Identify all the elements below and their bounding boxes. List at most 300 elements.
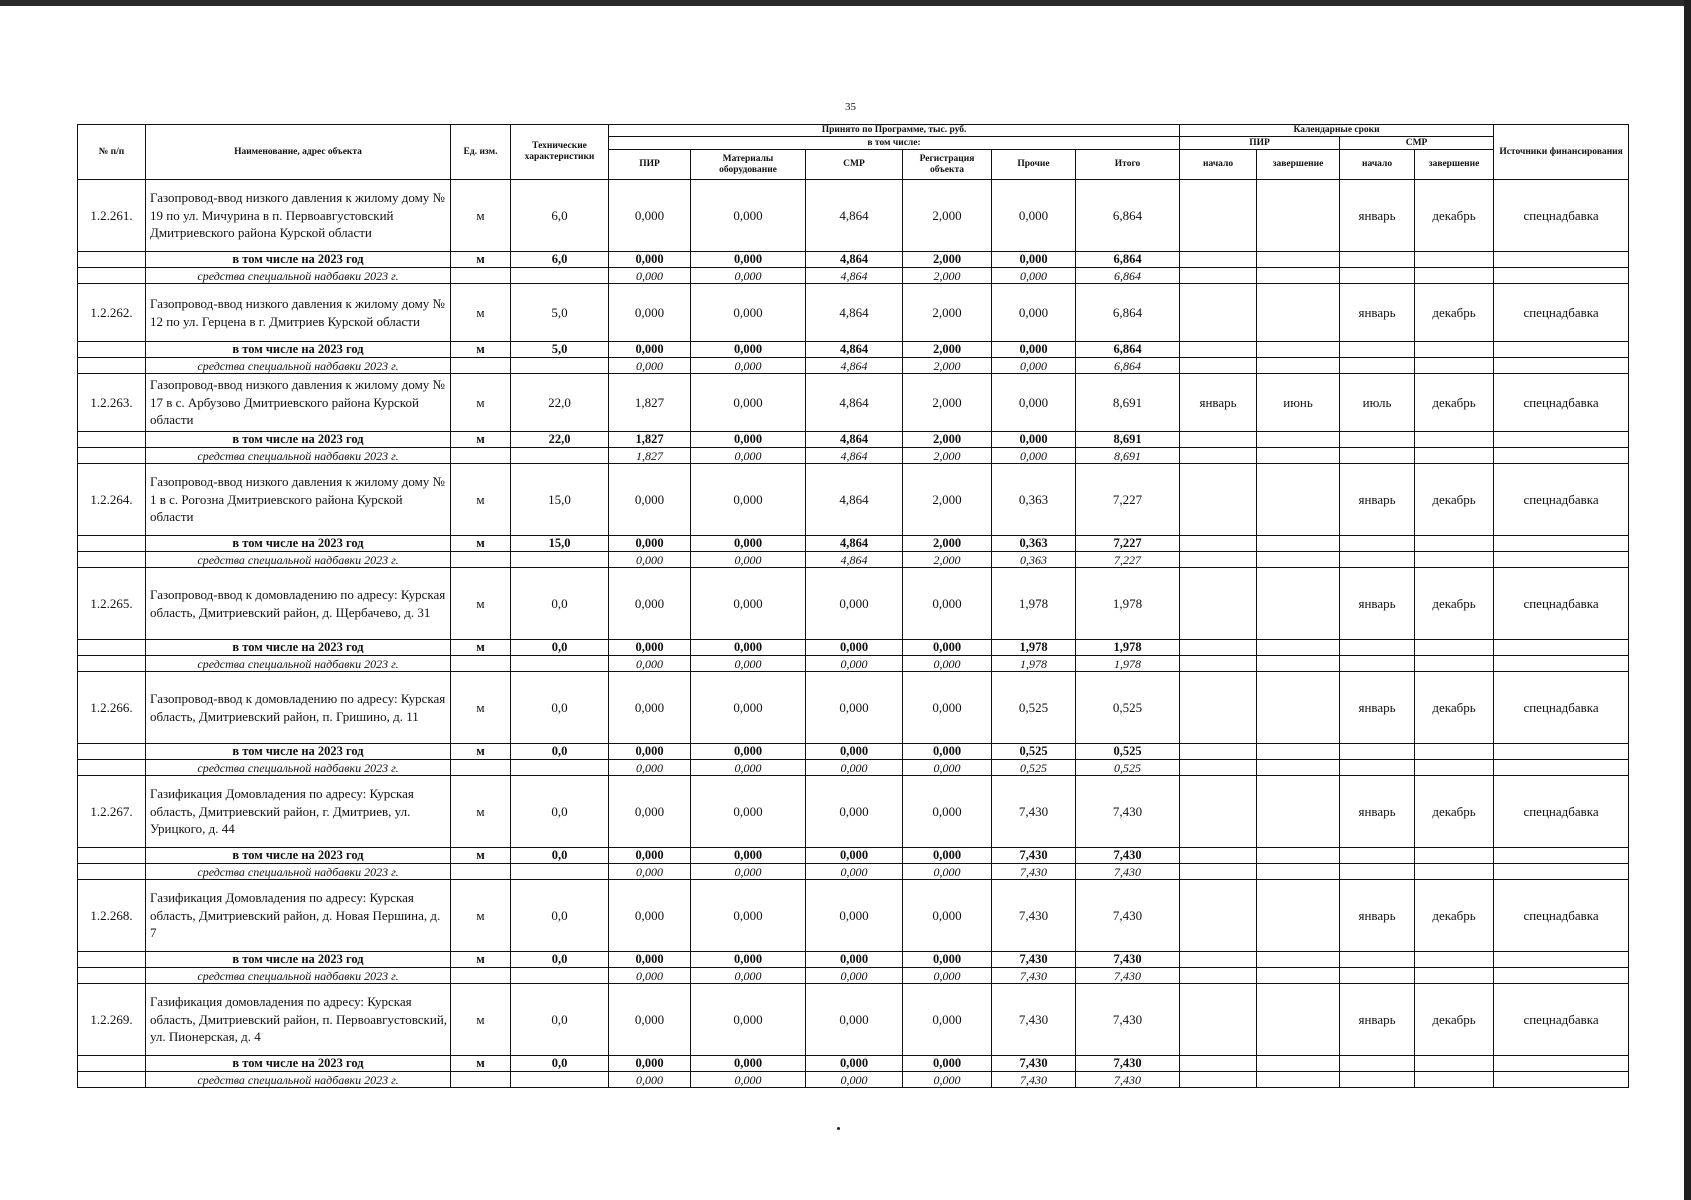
pir-cell: 0,000 bbox=[609, 180, 691, 252]
funding-source-cell: спецнадбавка bbox=[1494, 284, 1629, 342]
table-row bbox=[78, 984, 1629, 1056]
smr-end-cell: декабрь bbox=[1415, 776, 1494, 848]
other-cell: 1,978 bbox=[992, 656, 1076, 672]
other-cell: 0,363 bbox=[992, 552, 1076, 568]
empty-cell bbox=[1257, 1072, 1340, 1088]
row-number: 1.2.261. bbox=[78, 180, 146, 252]
funding-source-cell: спецнадбавка bbox=[1494, 374, 1629, 432]
tech-cell: 0,0 bbox=[511, 776, 609, 848]
materials-cell: 0,000 bbox=[691, 432, 806, 448]
funding-source-cell: спецнадбавка bbox=[1494, 776, 1629, 848]
tech-cell: 6,0 bbox=[511, 252, 609, 268]
funding-label: средства специальной надбавки 2023 г. bbox=[146, 358, 451, 374]
total-cell: 7,430 bbox=[1076, 776, 1180, 848]
materials-cell: 0,000 bbox=[691, 568, 806, 640]
other-cell: 7,430 bbox=[992, 952, 1076, 968]
registration-cell: 0,000 bbox=[903, 1056, 992, 1072]
pir-cell: 0,000 bbox=[609, 252, 691, 268]
empty-cell bbox=[1340, 448, 1415, 464]
registration-cell: 2,000 bbox=[903, 342, 992, 358]
empty-cell bbox=[451, 760, 511, 776]
tech-cell: 6,0 bbox=[511, 180, 609, 252]
materials-cell: 0,000 bbox=[691, 776, 806, 848]
pir-cell: 0,000 bbox=[609, 1072, 691, 1088]
smr-cell: 0,000 bbox=[806, 568, 903, 640]
empty-cell bbox=[1180, 864, 1257, 880]
smr-end-cell: декабрь bbox=[1415, 374, 1494, 432]
empty-cell bbox=[1257, 252, 1340, 268]
empty-cell bbox=[511, 552, 609, 568]
empty-cell bbox=[1415, 432, 1494, 448]
materials-cell: 0,000 bbox=[691, 284, 806, 342]
funding-source-cell: спецнадбавка bbox=[1494, 180, 1629, 252]
smr-cell: 0,000 bbox=[806, 1072, 903, 1088]
empty-cell bbox=[1257, 1056, 1340, 1072]
registration-cell: 2,000 bbox=[903, 536, 992, 552]
registration-cell: 0,000 bbox=[903, 968, 992, 984]
other-cell: 1,978 bbox=[992, 640, 1076, 656]
empty-cell bbox=[1180, 640, 1257, 656]
funding-source-cell: спецнадбавка bbox=[1494, 984, 1629, 1056]
table-row bbox=[78, 672, 1629, 744]
empty-cell bbox=[1340, 268, 1415, 284]
table-funding-row bbox=[78, 1072, 1629, 1088]
pir-start-cell: январь bbox=[1180, 374, 1257, 432]
empty-cell bbox=[1257, 848, 1340, 864]
materials-cell: 0,000 bbox=[691, 464, 806, 536]
smr-cell: 4,864 bbox=[806, 374, 903, 432]
empty-cell bbox=[451, 552, 511, 568]
empty-cell bbox=[1180, 1056, 1257, 1072]
empty-cell bbox=[1180, 656, 1257, 672]
empty-cell bbox=[1257, 968, 1340, 984]
total-cell: 7,430 bbox=[1076, 864, 1180, 880]
col-header-smr-start: начало bbox=[1340, 150, 1415, 180]
empty-cell bbox=[1494, 552, 1629, 568]
table-row bbox=[78, 568, 1629, 640]
empty-cell bbox=[451, 864, 511, 880]
other-cell: 0,525 bbox=[992, 760, 1076, 776]
empty-cell bbox=[1257, 536, 1340, 552]
tech-cell: 0,0 bbox=[511, 672, 609, 744]
materials-cell: 0,000 bbox=[691, 952, 806, 968]
table-row bbox=[78, 776, 1629, 848]
pir-start-cell bbox=[1180, 284, 1257, 342]
funding-source-cell: спецнадбавка bbox=[1494, 880, 1629, 952]
pir-cell: 0,000 bbox=[609, 464, 691, 536]
funding-source-cell: спецнадбавка bbox=[1494, 568, 1629, 640]
pir-end-cell bbox=[1257, 180, 1340, 252]
object-name: Газопровод-ввод низкого давления к жилому дому № 1 в с. Рогозна Дмитриевского района Курской области bbox=[146, 464, 451, 536]
table-subtotal-row bbox=[78, 848, 1629, 864]
pir-start-cell bbox=[1180, 672, 1257, 744]
empty-cell bbox=[1415, 268, 1494, 284]
empty-cell bbox=[511, 760, 609, 776]
object-name: Газопровод-ввод низкого давления к жилому дому № 17 в с. Арбузово Дмитриевского района Курской области bbox=[146, 374, 451, 432]
empty-cell bbox=[78, 448, 146, 464]
other-cell: 7,430 bbox=[992, 776, 1076, 848]
total-cell: 0,525 bbox=[1076, 760, 1180, 776]
empty-cell bbox=[1494, 1072, 1629, 1088]
empty-cell bbox=[1180, 268, 1257, 284]
materials-cell: 0,000 bbox=[691, 656, 806, 672]
table-subtotal-row bbox=[78, 536, 1629, 552]
table-subtotal-row bbox=[78, 640, 1629, 656]
other-cell: 7,430 bbox=[992, 968, 1076, 984]
total-cell: 0,525 bbox=[1076, 672, 1180, 744]
empty-cell bbox=[1257, 656, 1340, 672]
other-cell: 0,000 bbox=[992, 268, 1076, 284]
empty-cell bbox=[1415, 744, 1494, 760]
pir-start-cell bbox=[1180, 984, 1257, 1056]
empty-cell bbox=[1494, 864, 1629, 880]
empty-cell bbox=[78, 432, 146, 448]
pir-cell: 0,000 bbox=[609, 640, 691, 656]
smr-start-cell: январь bbox=[1340, 984, 1415, 1056]
materials-cell: 0,000 bbox=[691, 1072, 806, 1088]
smr-cell: 0,000 bbox=[806, 776, 903, 848]
scan-top-edge bbox=[0, 0, 1691, 6]
tech-cell: 0,0 bbox=[511, 568, 609, 640]
empty-cell bbox=[1340, 252, 1415, 268]
pir-end-cell bbox=[1257, 880, 1340, 952]
table-row bbox=[78, 284, 1629, 342]
pir-cell: 0,000 bbox=[609, 848, 691, 864]
smr-cell: 4,864 bbox=[806, 552, 903, 568]
unit-cell: м bbox=[451, 952, 511, 968]
col-header-registration: Регистрация объекта bbox=[903, 150, 992, 180]
table-row bbox=[78, 464, 1629, 536]
smr-cell: 0,000 bbox=[806, 880, 903, 952]
empty-cell bbox=[1415, 864, 1494, 880]
empty-cell bbox=[1257, 432, 1340, 448]
registration-cell: 0,000 bbox=[903, 672, 992, 744]
empty-cell bbox=[78, 864, 146, 880]
unit-cell: м bbox=[451, 776, 511, 848]
smr-end-cell: декабрь bbox=[1415, 672, 1494, 744]
scan-dot bbox=[837, 1127, 840, 1130]
empty-cell bbox=[1494, 744, 1629, 760]
unit-cell: м bbox=[451, 848, 511, 864]
empty-cell bbox=[1340, 552, 1415, 568]
registration-cell: 0,000 bbox=[903, 744, 992, 760]
empty-cell bbox=[1494, 536, 1629, 552]
smr-end-cell: декабрь bbox=[1415, 284, 1494, 342]
materials-cell: 0,000 bbox=[691, 760, 806, 776]
other-cell: 7,430 bbox=[992, 1072, 1076, 1088]
row-number: 1.2.265. bbox=[78, 568, 146, 640]
unit-cell: м bbox=[451, 432, 511, 448]
pir-cell: 0,000 bbox=[609, 968, 691, 984]
total-cell: 7,430 bbox=[1076, 952, 1180, 968]
registration-cell: 2,000 bbox=[903, 284, 992, 342]
empty-cell bbox=[1340, 1056, 1415, 1072]
empty-cell bbox=[1180, 968, 1257, 984]
unit-cell: м bbox=[451, 464, 511, 536]
smr-cell: 4,864 bbox=[806, 432, 903, 448]
funding-label: средства специальной надбавки 2023 г. bbox=[146, 656, 451, 672]
registration-cell: 2,000 bbox=[903, 268, 992, 284]
row-number: 1.2.266. bbox=[78, 672, 146, 744]
other-cell: 0,000 bbox=[992, 342, 1076, 358]
smr-cell: 0,000 bbox=[806, 760, 903, 776]
col-header-total: Итого bbox=[1076, 150, 1180, 180]
empty-cell bbox=[1415, 760, 1494, 776]
total-cell: 7,227 bbox=[1076, 464, 1180, 536]
pir-end-cell bbox=[1257, 672, 1340, 744]
empty-cell bbox=[1180, 848, 1257, 864]
other-cell: 7,430 bbox=[992, 848, 1076, 864]
empty-cell bbox=[78, 656, 146, 672]
materials-cell: 0,000 bbox=[691, 744, 806, 760]
table-funding-row bbox=[78, 552, 1629, 568]
materials-cell: 0,000 bbox=[691, 1056, 806, 1072]
other-cell: 7,430 bbox=[992, 984, 1076, 1056]
col-header-tech: Технические характеристики bbox=[511, 125, 609, 180]
row-number: 1.2.269. bbox=[78, 984, 146, 1056]
table-subtotal-row bbox=[78, 432, 1629, 448]
empty-cell bbox=[1340, 342, 1415, 358]
empty-cell bbox=[1415, 968, 1494, 984]
empty-cell bbox=[451, 448, 511, 464]
total-cell: 7,430 bbox=[1076, 1072, 1180, 1088]
table-body bbox=[78, 180, 1629, 1088]
empty-cell bbox=[1180, 1072, 1257, 1088]
empty-cell bbox=[1257, 552, 1340, 568]
pir-start-cell bbox=[1180, 568, 1257, 640]
tech-cell: 0,0 bbox=[511, 744, 609, 760]
smr-end-cell: декабрь bbox=[1415, 180, 1494, 252]
smr-start-cell: январь bbox=[1340, 464, 1415, 536]
materials-cell: 0,000 bbox=[691, 984, 806, 1056]
other-cell: 0,363 bbox=[992, 464, 1076, 536]
total-cell: 7,227 bbox=[1076, 552, 1180, 568]
empty-cell bbox=[511, 968, 609, 984]
empty-cell bbox=[1415, 552, 1494, 568]
empty-cell bbox=[511, 864, 609, 880]
empty-cell bbox=[1180, 252, 1257, 268]
table-funding-row bbox=[78, 760, 1629, 776]
registration-cell: 0,000 bbox=[903, 568, 992, 640]
col-header-unit: Ед. изм. bbox=[451, 125, 511, 180]
empty-cell bbox=[1340, 848, 1415, 864]
registration-cell: 2,000 bbox=[903, 180, 992, 252]
tech-cell: 22,0 bbox=[511, 374, 609, 432]
registration-cell: 0,000 bbox=[903, 848, 992, 864]
tech-cell: 0,0 bbox=[511, 1056, 609, 1072]
empty-cell bbox=[78, 252, 146, 268]
empty-cell bbox=[1257, 640, 1340, 656]
registration-cell: 2,000 bbox=[903, 464, 992, 536]
other-cell: 0,525 bbox=[992, 744, 1076, 760]
unit-cell: м bbox=[451, 568, 511, 640]
empty-cell bbox=[1180, 760, 1257, 776]
subtotal-label: в том числе на 2023 год bbox=[146, 252, 451, 268]
pir-start-cell bbox=[1180, 180, 1257, 252]
table-funding-row bbox=[78, 268, 1629, 284]
table-subtotal-row bbox=[78, 744, 1629, 760]
registration-cell: 0,000 bbox=[903, 984, 992, 1056]
other-cell: 1,978 bbox=[992, 568, 1076, 640]
registration-cell: 0,000 bbox=[903, 952, 992, 968]
empty-cell bbox=[1494, 760, 1629, 776]
materials-cell: 0,000 bbox=[691, 968, 806, 984]
empty-cell bbox=[1415, 448, 1494, 464]
smr-cell: 0,000 bbox=[806, 864, 903, 880]
table-funding-row bbox=[78, 358, 1629, 374]
empty-cell bbox=[1494, 342, 1629, 358]
empty-cell bbox=[78, 640, 146, 656]
other-cell: 0,000 bbox=[992, 374, 1076, 432]
table-row bbox=[78, 180, 1629, 252]
unit-cell: м bbox=[451, 984, 511, 1056]
total-cell: 0,525 bbox=[1076, 744, 1180, 760]
col-header-cal-pir: ПИР bbox=[1180, 137, 1340, 150]
pir-cell: 0,000 bbox=[609, 744, 691, 760]
empty-cell bbox=[1494, 358, 1629, 374]
table-funding-row bbox=[78, 448, 1629, 464]
pir-end-cell: июнь bbox=[1257, 374, 1340, 432]
funding-label: средства специальной надбавки 2023 г. bbox=[146, 968, 451, 984]
empty-cell bbox=[78, 342, 146, 358]
other-cell: 0,000 bbox=[992, 448, 1076, 464]
pir-end-cell bbox=[1257, 284, 1340, 342]
subtotal-label: в том числе на 2023 год bbox=[146, 1056, 451, 1072]
materials-cell: 0,000 bbox=[691, 374, 806, 432]
tech-cell: 22,0 bbox=[511, 432, 609, 448]
smr-cell: 0,000 bbox=[806, 952, 903, 968]
empty-cell bbox=[1415, 536, 1494, 552]
empty-cell bbox=[78, 1056, 146, 1072]
registration-cell: 2,000 bbox=[903, 448, 992, 464]
empty-cell bbox=[78, 552, 146, 568]
smr-start-cell: январь bbox=[1340, 672, 1415, 744]
empty-cell bbox=[511, 448, 609, 464]
subtotal-label: в том числе на 2023 год bbox=[146, 744, 451, 760]
empty-cell bbox=[1257, 448, 1340, 464]
total-cell: 6,864 bbox=[1076, 268, 1180, 284]
smr-cell: 0,000 bbox=[806, 1056, 903, 1072]
empty-cell bbox=[451, 358, 511, 374]
pir-end-cell bbox=[1257, 984, 1340, 1056]
empty-cell bbox=[511, 1072, 609, 1088]
col-header-smr: СМР bbox=[806, 150, 903, 180]
pir-cell: 0,000 bbox=[609, 760, 691, 776]
total-cell: 1,978 bbox=[1076, 640, 1180, 656]
funding-label: средства специальной надбавки 2023 г. bbox=[146, 1072, 451, 1088]
other-cell: 7,430 bbox=[992, 1056, 1076, 1072]
col-header-calendar: Календарные сроки bbox=[1180, 125, 1494, 137]
empty-cell bbox=[1257, 864, 1340, 880]
registration-cell: 2,000 bbox=[903, 252, 992, 268]
col-header-smr-end: завершение bbox=[1415, 150, 1494, 180]
pir-cell: 1,827 bbox=[609, 432, 691, 448]
smr-cell: 4,864 bbox=[806, 448, 903, 464]
empty-cell bbox=[1494, 656, 1629, 672]
unit-cell: м bbox=[451, 744, 511, 760]
funding-label: средства специальной надбавки 2023 г. bbox=[146, 552, 451, 568]
other-cell: 0,000 bbox=[992, 180, 1076, 252]
table-funding-row bbox=[78, 968, 1629, 984]
pir-cell: 0,000 bbox=[609, 864, 691, 880]
tech-cell: 0,0 bbox=[511, 984, 609, 1056]
empty-cell bbox=[78, 848, 146, 864]
registration-cell: 0,000 bbox=[903, 880, 992, 952]
smr-end-cell: декабрь bbox=[1415, 984, 1494, 1056]
total-cell: 6,864 bbox=[1076, 358, 1180, 374]
other-cell: 0,000 bbox=[992, 284, 1076, 342]
materials-cell: 0,000 bbox=[691, 268, 806, 284]
table-funding-row bbox=[78, 864, 1629, 880]
empty-cell bbox=[1494, 1056, 1629, 1072]
empty-cell bbox=[1494, 268, 1629, 284]
unit-cell: м bbox=[451, 252, 511, 268]
tech-cell: 0,0 bbox=[511, 848, 609, 864]
total-cell: 8,691 bbox=[1076, 448, 1180, 464]
tech-cell: 15,0 bbox=[511, 536, 609, 552]
empty-cell bbox=[1180, 342, 1257, 358]
registration-cell: 0,000 bbox=[903, 864, 992, 880]
empty-cell bbox=[1415, 1072, 1494, 1088]
materials-cell: 0,000 bbox=[691, 448, 806, 464]
registration-cell: 2,000 bbox=[903, 552, 992, 568]
col-header-pir-end: завершение bbox=[1257, 150, 1340, 180]
empty-cell bbox=[1340, 656, 1415, 672]
total-cell: 7,430 bbox=[1076, 848, 1180, 864]
empty-cell bbox=[1415, 252, 1494, 268]
empty-cell bbox=[78, 1072, 146, 1088]
empty-cell bbox=[1415, 848, 1494, 864]
empty-cell bbox=[1415, 952, 1494, 968]
empty-cell bbox=[1257, 342, 1340, 358]
total-cell: 7,430 bbox=[1076, 968, 1180, 984]
object-name: Газификация Домовладения по адресу: Курская область, Дмитриевский район, г. Дмитриев, ул. Урицкого, д. 44 bbox=[146, 776, 451, 848]
smr-end-cell: декабрь bbox=[1415, 880, 1494, 952]
pir-start-cell bbox=[1180, 776, 1257, 848]
unit-cell: м bbox=[451, 180, 511, 252]
pir-cell: 0,000 bbox=[609, 880, 691, 952]
materials-cell: 0,000 bbox=[691, 358, 806, 374]
smr-cell: 0,000 bbox=[806, 672, 903, 744]
materials-cell: 0,000 bbox=[691, 536, 806, 552]
tech-cell: 5,0 bbox=[511, 284, 609, 342]
table-subtotal-row bbox=[78, 342, 1629, 358]
smr-start-cell: январь bbox=[1340, 776, 1415, 848]
empty-cell bbox=[1494, 968, 1629, 984]
object-name: Газификация Домовладения по адресу: Курская область, Дмитриевский район, д. Новая Першина, д. 7 bbox=[146, 880, 451, 952]
empty-cell bbox=[1257, 358, 1340, 374]
pir-cell: 1,827 bbox=[609, 374, 691, 432]
unit-cell: м bbox=[451, 342, 511, 358]
materials-cell: 0,000 bbox=[691, 672, 806, 744]
budget-table bbox=[77, 124, 1629, 1088]
scan-right-edge bbox=[1684, 0, 1691, 1200]
table-subtotal-row bbox=[78, 1056, 1629, 1072]
pir-cell: 0,000 bbox=[609, 952, 691, 968]
empty-cell bbox=[511, 656, 609, 672]
pir-end-cell bbox=[1257, 464, 1340, 536]
other-cell: 7,430 bbox=[992, 880, 1076, 952]
empty-cell bbox=[78, 952, 146, 968]
empty-cell bbox=[1415, 1056, 1494, 1072]
empty-cell bbox=[1415, 358, 1494, 374]
smr-end-cell: декабрь bbox=[1415, 568, 1494, 640]
empty-cell bbox=[1180, 536, 1257, 552]
page-number: 35 bbox=[845, 101, 856, 113]
col-header-materials: Материалы оборудование bbox=[691, 150, 806, 180]
other-cell: 0,000 bbox=[992, 358, 1076, 374]
other-cell: 0,525 bbox=[992, 672, 1076, 744]
